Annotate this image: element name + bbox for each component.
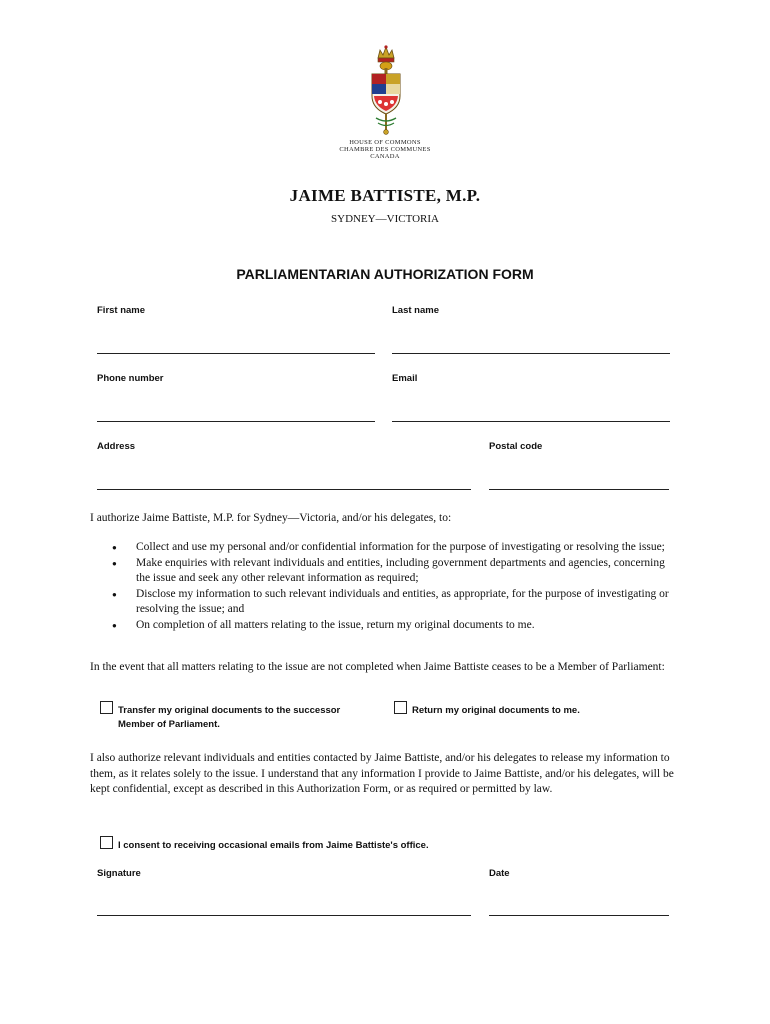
address-field[interactable] xyxy=(97,489,471,490)
riding-name: SYDNEY—VICTORIA xyxy=(331,213,439,225)
house-name-country: CANADA xyxy=(370,153,400,160)
date-label: Date xyxy=(489,868,510,879)
release-paragraph: I also authorize relevant individuals and entities contacted by Jaime Battiste, and/or his delegates to release my information to them, as it relates solely to the issue. I understand that any information I provide to Jaime Battiste, and/or his delegates, will be kept confidential, except as described in this Authorization Form, or as required or permitted by law. xyxy=(90,752,674,795)
signature-field[interactable] xyxy=(97,915,471,916)
postal-code-label: Postal code xyxy=(489,441,543,452)
first-name-field[interactable] xyxy=(97,353,375,354)
form-title: PARLIAMENTARIAN AUTHORIZATION FORM xyxy=(236,266,534,282)
email-field[interactable] xyxy=(392,421,670,422)
house-name-french: CHAMBRE DES COMMUNES xyxy=(339,146,431,153)
phone-label: Phone number xyxy=(97,373,164,384)
phone-field[interactable] xyxy=(97,421,375,422)
email-label: Email xyxy=(392,373,418,384)
authorization-list xyxy=(112,540,672,633)
email-consent-label: I consent to receiving occasional emails from Jaime Battiste's office. xyxy=(118,840,429,851)
last-name-label: Last name xyxy=(392,305,439,316)
date-field[interactable] xyxy=(489,915,669,916)
transfer-documents-checkbox[interactable] xyxy=(100,701,113,714)
list-item: ● Collect and use my personal and/or confidential information for the purpose of investigating or resolving the issue; xyxy=(112,540,672,556)
last-name-field[interactable] xyxy=(392,353,670,354)
list-item: ● On completion of all matters relating to the issue, return my original documents to me. xyxy=(112,618,672,634)
first-name-label: First name xyxy=(97,305,146,316)
email-consent-checkbox[interactable] xyxy=(100,836,113,849)
authorization-intro: I authorize Jaime Battiste, M.P. for Sydney—Victoria, and/or his delegates, to: xyxy=(90,512,452,524)
list-item: ● Disclose my information to such relevant individuals and entities, as appropriate, for the purpose of investigating or resolving the issue; and xyxy=(112,587,672,618)
signature-label: Signature xyxy=(97,868,141,879)
house-of-commons-crest-icon xyxy=(360,44,412,140)
mp-name: JAIME BATTISTE, M.P. xyxy=(289,186,481,205)
return-documents-label: Return my original documents to me. xyxy=(412,705,580,716)
event-paragraph: In the event that all matters relating to the issue are not completed when Jaime Battiste ceases to be a Member of Parliament: xyxy=(90,661,665,673)
house-name-english: HOUSE OF COMMONS xyxy=(349,139,421,146)
transfer-documents-label: Transfer my original documents to the successor Member of Parliament. xyxy=(118,705,341,730)
address-label: Address xyxy=(97,441,136,452)
list-item: ● Make enquiries with relevant individuals and entities, including government departments and agencies, concerning the issue and seek any other relevant information as required; xyxy=(112,556,672,587)
postal-code-field[interactable] xyxy=(489,489,669,490)
return-documents-checkbox[interactable] xyxy=(394,701,407,714)
